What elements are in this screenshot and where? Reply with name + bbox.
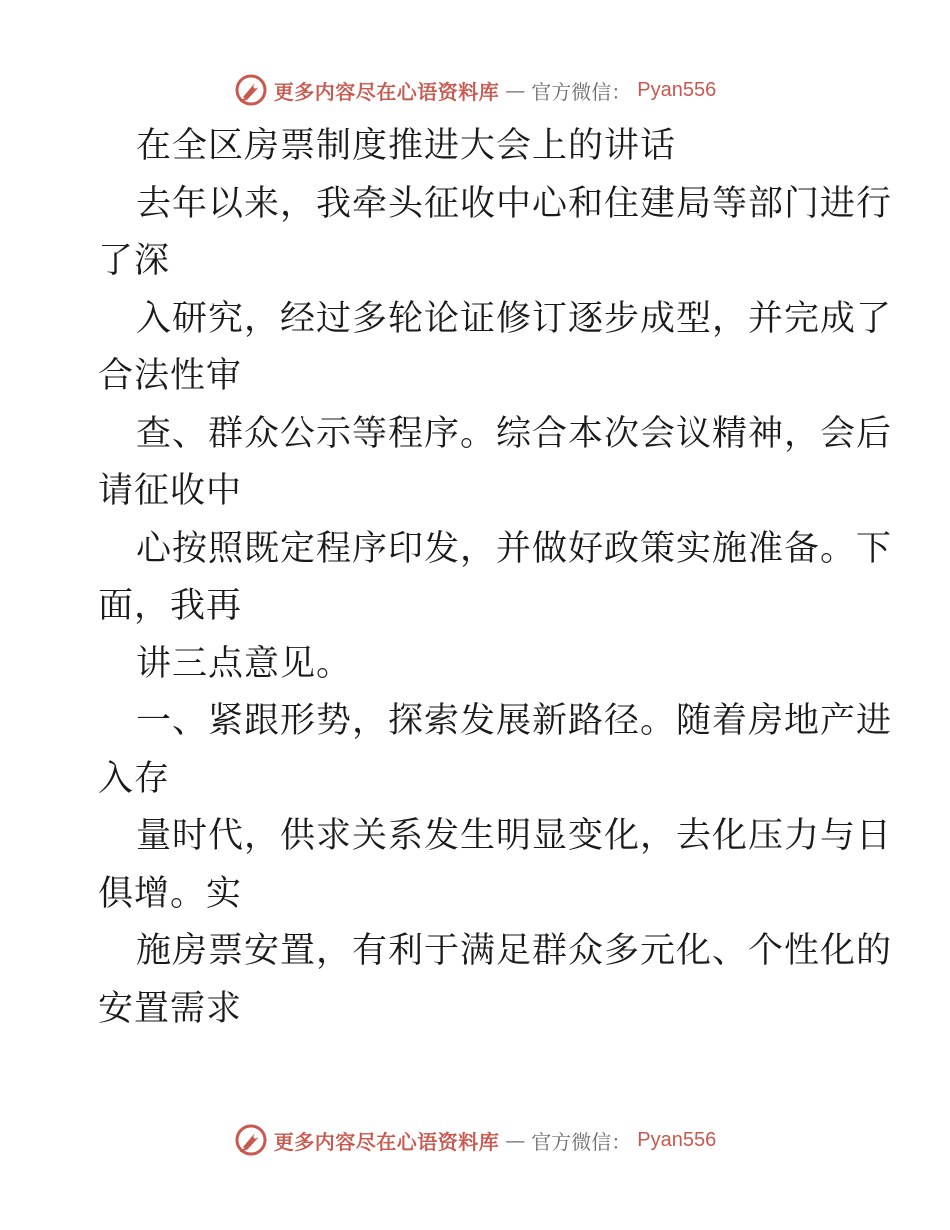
watermark-brand-text: 更多内容尽在心语资料库	[273, 79, 500, 104]
text-line: 安置需求	[98, 988, 243, 1029]
watermark-separator: —	[505, 78, 526, 102]
text-line: 讲三点意见。	[136, 643, 353, 684]
section-heading-line: 一、紧跟形势，探索发展新路径。随着房地产进	[136, 701, 893, 741]
watermark-wechat-label: 官方微信：	[531, 1129, 632, 1154]
text-line: 查、群众公示等程序。综合本次会议精神，会后	[136, 413, 893, 454]
text-line: 量时代，供求关系发生明显变化，去化压力与日	[136, 816, 893, 856]
text-line: 俱增。实	[98, 873, 243, 914]
text-line: 面，我再	[98, 586, 243, 626]
text-line: 心按照既定程序印发，并做好政策实施准备。下	[136, 528, 893, 569]
text-line: 了深	[98, 241, 171, 281]
text-line: 去年以来，我牵头征收中心和住建局等部门进行	[136, 183, 893, 224]
footer-watermark	[0, 1120, 950, 1160]
text-line: 合法性审	[98, 356, 243, 396]
text-line: 入研究，经过多轮论证修订逐步成型，并完成了	[136, 298, 893, 339]
watermark-brand-text: 更多内容尽在心语资料库	[273, 1129, 500, 1154]
document-body	[98, 118, 893, 1038]
text-line: 施房票安置，有利于满足群众多元化、个性化的	[136, 931, 893, 971]
watermark-wechat-label: 官方微信：	[531, 79, 632, 104]
watermark-separator: —	[505, 1128, 526, 1152]
document-title: 在全区房票制度推进大会上的讲话	[136, 126, 677, 166]
header-watermark	[0, 70, 950, 110]
text-line: 入存	[98, 758, 171, 799]
pen-nib-logo-icon	[234, 73, 268, 107]
text-line: 请征收中	[98, 471, 243, 511]
watermark-wechat-id: Pyan556	[637, 1128, 717, 1151]
pen-nib-logo-icon	[234, 1123, 268, 1157]
watermark-wechat-id: Pyan556	[637, 78, 717, 101]
